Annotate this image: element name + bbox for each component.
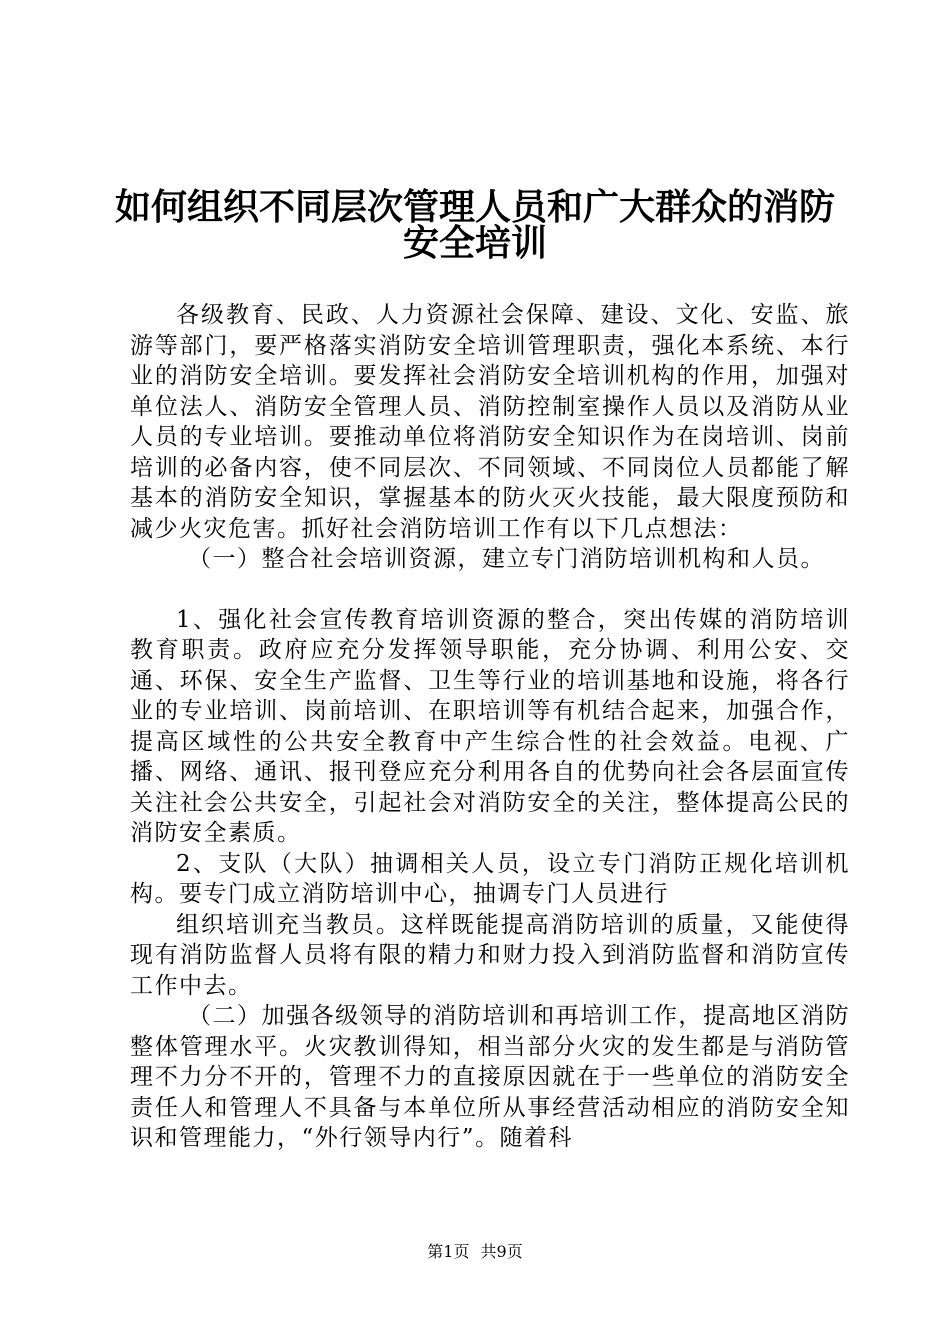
paragraph-item-2: 2、支队（大队）抽调相关人员，设立专门消防正规化培训机构。要专门成立消防培训中心，抽调专门人员进行: [130, 850, 850, 907]
page-footer: [0, 1242, 950, 1262]
document-body: [130, 300, 850, 1154]
paragraph-spacer: [130, 575, 850, 605]
document-title-line-2: 安全培训: [402, 223, 547, 264]
paragraph-intro: 各级教育、民政、人力资源社会保障、建设、文化、安监、旅游等部门，要严格落实消防安全培训管理职责，强化本系统、本行业的消防安全培训。要发挥社会消防安全培训机构的作用，加强对单位法人、消防安全管理人员、消防控制室操作人员以及消防从业人员的专业培训。要推动单位将消防安全知识作为在岗培训、岗前培训的必备内容，使不同层次、不同领域、不同岗位人员都能了解基本的消防安全知识，掌握基本的防火灭火技能，最大限度预防和减少火灾危害。抓好社会消防培训工作有以下几点想法：: [130, 302, 850, 542]
paragraph-item-2-continued: 组织培训充当教员。这样既能提高消防培训的质量，又能使得现有消防监督人员将有限的精力和财力投入到消防监督和消防宣传工作中去。: [130, 911, 850, 999]
paragraph-item-1: 1、强化社会宣传教育培训资源的整合，突出传媒的消防培训教育职责。政府应充分发挥领导职能，充分协调、利用公安、交通、环保、安全生产监督、卫生等行业的培训基地和设施，将各行业的专业培训、岗前培训、在职培训等有机结合起来，加强合作，提高区域性的公共安全教育中产生综合性的社会效益。电视、广播、网络、通讯、报刊登应充分利用各自的优势向社会各层面宣传关注社会公共安全，引起社会对消防安全的关注，整体提高公民的消防安全素质。: [130, 606, 850, 846]
page-number: 第1页: [427, 1242, 470, 1261]
page-total: 共9页: [480, 1242, 523, 1261]
paragraph-section-2: （二）加强各级领导的消防培训和再培训工作，提高地区消防整体管理水平。火灾教训得知，相当部分火灾的发生都是与消防管理不力分不开的，管理不力的直接原因就在于一些单位的消防安全责任人和管理人不具备与本单位所从事经营活动相应的消防安全知识和管理能力，“外行领导内行”。随着科: [130, 1003, 850, 1151]
document-title-line-1: 如何组织不同层次管理人员和广大群众的消防: [114, 187, 835, 228]
section-heading-1: （一）整合社会培训资源，建立专门消防培训机构和人员。: [188, 546, 825, 572]
